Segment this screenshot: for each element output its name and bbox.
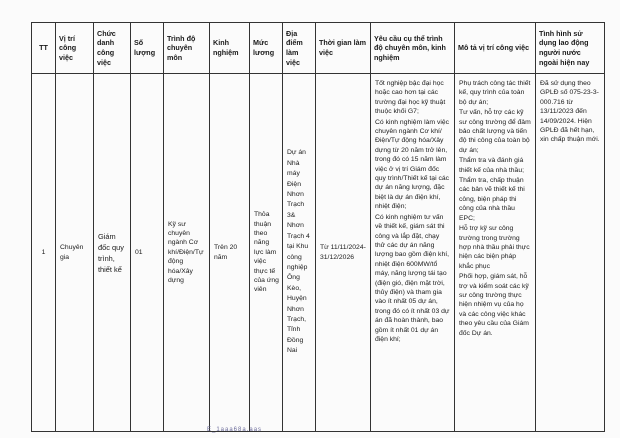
header-salary: Mức lương xyxy=(250,23,283,74)
cell-status: Đã sử dụng theo GPLĐ số 075-23-3-000.716 từ 13/11/2023 đến 14/09/2024. Hiện GPLĐ đã hết hạn, xin chấp thuận mới. xyxy=(536,74,605,432)
header-location: Địa điểm làm việc xyxy=(283,23,316,74)
header-description: Mô tả vị trí công việc xyxy=(455,23,536,74)
labor-demand-table xyxy=(31,22,605,432)
header-status: Tình hình sử dụng lao động người nước ngoài hiện nay xyxy=(536,23,605,74)
cell-count: 01 xyxy=(131,74,164,432)
header-stt: TT xyxy=(32,23,56,74)
header-position: Vị trí công việc xyxy=(56,23,94,74)
header-count: Số lượng xyxy=(131,23,164,74)
header-education: Trình độ chuyên môn xyxy=(164,23,210,74)
description-item: Thẩm tra, chấp thuận các bản vẽ thiết kế thi công, biện pháp thi công của nhà thầu EPC; xyxy=(459,177,525,222)
description-item: Thẩm tra và đánh giá thiết kế của nhà thầu; xyxy=(459,157,524,174)
description-item: Phụ trách công tác thiết kế, quy trình của toàn bộ dự án; xyxy=(459,80,531,106)
cell-education: Kỹ sư chuyên ngành Cơ khí/Điện/Tự động hóa/Xây dựng xyxy=(164,74,210,432)
header-period: Thời gian làm việc xyxy=(316,23,371,74)
description-item: Hỗ trợ kỹ sư công trường trong trường hợp nhà thầu phải thực hiện các biện pháp khắc phục xyxy=(459,225,530,270)
cell-stt: 1 xyxy=(32,74,56,432)
requirement-item: Có kinh nghiệm làm việc chuyên ngành Cơ khí/Điện/Tự động hóa/Xây dựng từ 20 năm trở lên, trong đó có 15 năm làm việc ở vị trí Giám đốc quy trình/Thiết kế tại các dự án năng lượng, đặc biệt là dự án điện khí, nhiệt điện; xyxy=(375,118,450,211)
cell-period: Từ 11/11/2024-31/12/2026 xyxy=(316,74,371,432)
cell-position: Chuyên gia xyxy=(56,74,94,432)
header-requirements: Yêu cầu cụ thể trình độ chuyên môn, kinh nghiệm xyxy=(371,23,455,74)
table-row xyxy=(32,74,605,432)
header-title: Chức danh công việc xyxy=(94,23,131,74)
cell-title: Giám đốc quy trình, thiết kế xyxy=(94,74,131,432)
header-experience: Kinh nghiệm xyxy=(210,23,250,74)
cell-salary: Thỏa thuận theo năng lực làm việc thực tế của ứng viên xyxy=(250,74,283,432)
description-item: Phối hợp, giám sát, hỗ trợ và kiểm soát các kỹ sư công trường thực hiện nhiệm vụ của họ và các công việc khác theo yêu cầu của Giám đốc Dự án. xyxy=(459,273,529,337)
description-item: Tư vấn, hỗ trợ các kỹ sư công trường để đảm bảo chất lượng và tiến độ thi công của toàn bộ dự án; xyxy=(459,109,531,154)
cell-description xyxy=(455,74,536,432)
cell-experience: Trên 20 năm xyxy=(210,74,250,432)
cell-location: Dự án Nhà máy Điện Nhơn Trạch 3& Nhơn Trạch 4 tại Khu công nghiệp Ông Kèo, Huyện Nhơn Trạch, Tỉnh Đồng Nai xyxy=(283,74,316,432)
table-header-row xyxy=(32,23,605,74)
requirement-item: Có kinh nghiệm tư vấn về thiết kế, giám sát thi công và lắp đặt, chạy thử các dự án năng lượng bao gồm điện khí, nhiệt điện 600MW/tổ máy, năng lượng tái tạo (điện gió, điện mặt trời, thủy điện) và tham gia vào ít nhất 05 dự án, trong đó có ít nhất 03 dự án đã hoàn thành, bao gồm ít nhất 01 dự án điện khí; xyxy=(375,213,450,343)
cell-requirements xyxy=(371,74,455,432)
page-footer-code: E_1aaa68a.aas xyxy=(207,427,263,433)
requirement-item: Tốt nghiệp bậc đại học hoặc cao hơn tại các trường đại học kỹ thuật thuộc khối G7; xyxy=(375,80,446,116)
